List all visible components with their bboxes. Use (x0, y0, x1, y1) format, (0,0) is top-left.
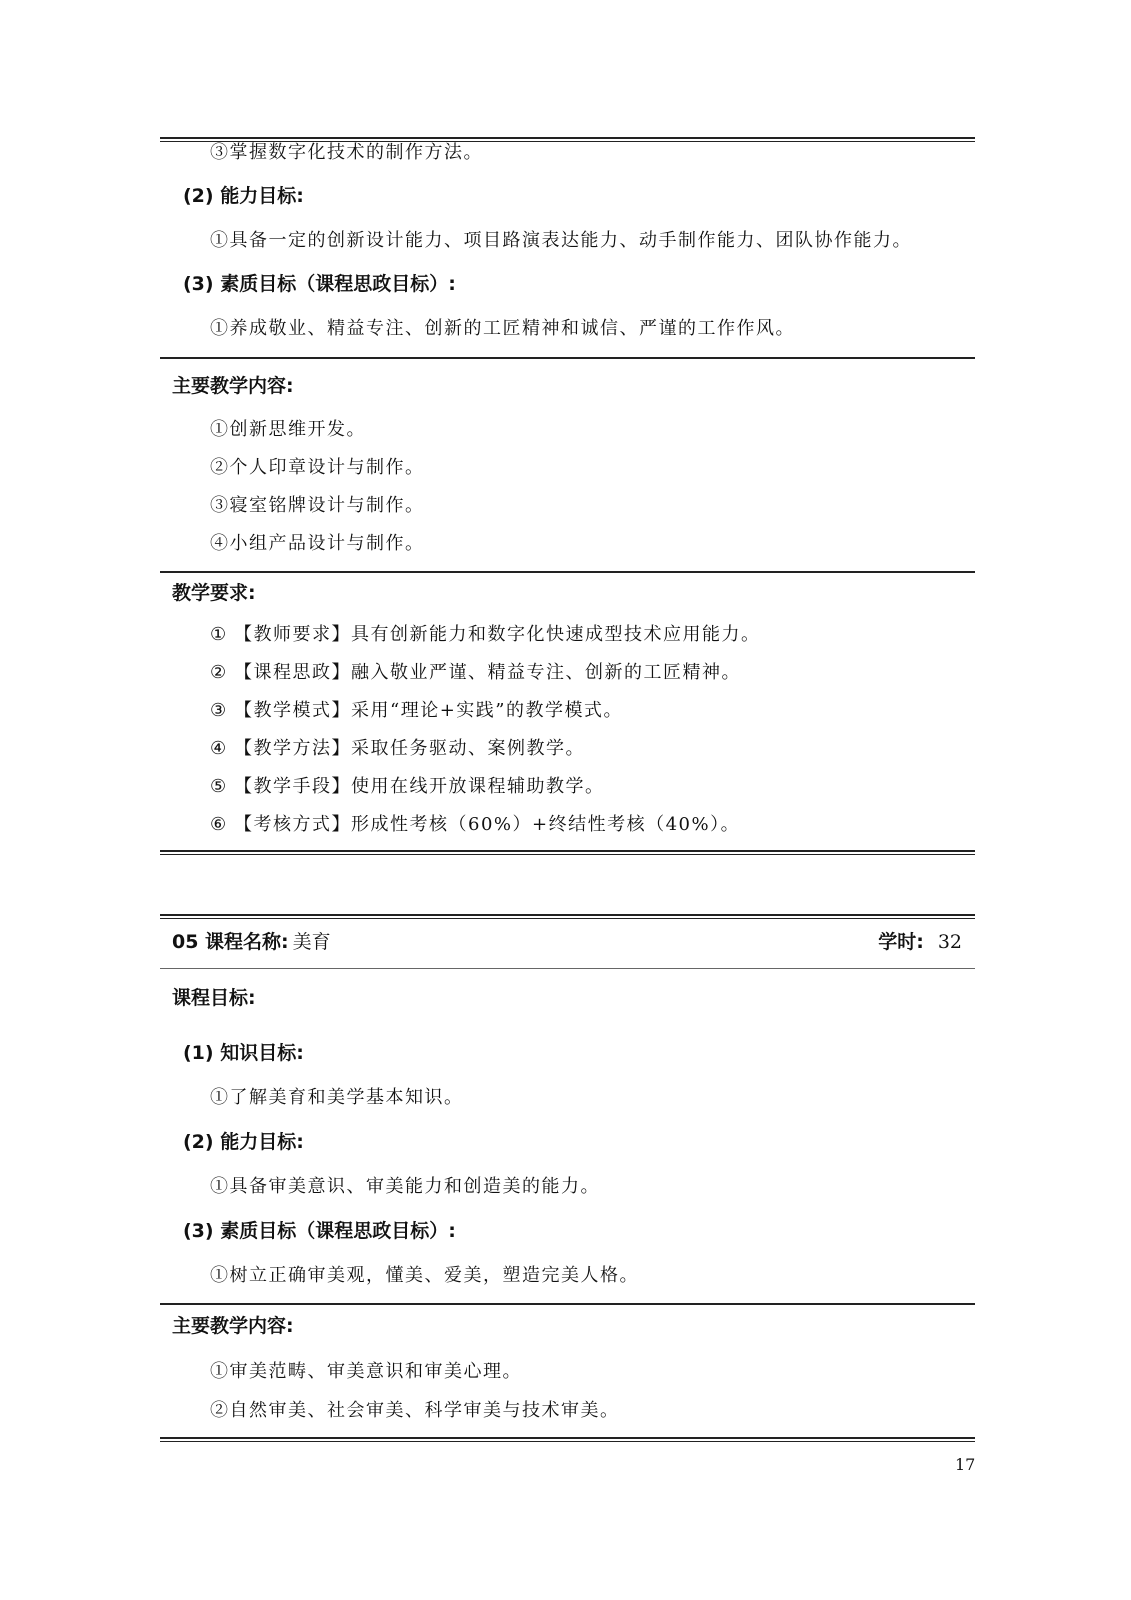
requirement-index: ⑤ (210, 776, 228, 797)
knowledge-heading-2: (1) 知识目标: (183, 1042, 304, 1064)
section2-end-double-rule (160, 1437, 975, 1442)
course-label: 05 课程名称: (172, 931, 289, 953)
section1-end-double-rule (160, 850, 975, 855)
course-name: 美育 (292, 931, 331, 953)
content-item: ①审美范畴、审美意识和审美心理。 (210, 1361, 522, 1382)
requirement-index: ⑥ (210, 814, 228, 835)
content-heading-1: 主要教学内容: (172, 375, 294, 397)
ability-heading-1: (2) 能力目标: (183, 185, 304, 207)
content-item: ②自然审美、社会审美、科学审美与技术审美。 (210, 1400, 620, 1421)
hours-value: 32 (937, 931, 962, 953)
requirement-index: ③ (210, 700, 228, 721)
course-header-divider (160, 968, 975, 969)
requirement-index: ② (210, 662, 228, 683)
divider-requirements (160, 571, 975, 573)
requirement-tag: 【教师要求】 (234, 624, 351, 645)
quality-item-1: ①养成敬业、精益专注、创新的工匠精神和诚信、严谨的工作作风。 (210, 318, 795, 339)
hours-label: 学时: (878, 931, 924, 953)
divider-content-1 (160, 357, 975, 359)
requirement-row (210, 660, 741, 686)
requirement-index: ④ (210, 738, 228, 759)
divider-content-2 (160, 1303, 975, 1305)
requirement-text: 形成性考核（60%）+终结性考核（40%）。 (351, 814, 741, 835)
content-item: ④小组产品设计与制作。 (210, 533, 425, 554)
requirement-text: 使用在线开放课程辅助教学。 (351, 776, 605, 797)
requirement-index: ① (210, 624, 228, 645)
requirement-text: 具有创新能力和数字化快速成型技术应用能力。 (351, 624, 761, 645)
requirement-tag: 【课程思政】 (234, 662, 351, 683)
requirement-row (210, 774, 605, 800)
ability-item-1: ①具备一定的创新设计能力、项目路演表达能力、动手制作能力、团队协作能力。 (210, 230, 912, 251)
knowledge-item-2: ①了解美育和美学基本知识。 (210, 1087, 464, 1108)
requirement-tag: 【教学模式】 (234, 700, 351, 721)
section2-top-double-rule (160, 914, 975, 919)
requirement-text: 融入敬业严谨、精益专注、创新的工匠精神。 (351, 662, 741, 683)
page-number: 17 (955, 1455, 976, 1474)
requirement-text: 采取任务驱动、案例教学。 (351, 738, 585, 759)
ability-heading-2: (2) 能力目标: (183, 1131, 304, 1153)
course-title (172, 928, 331, 956)
requirement-text: 采用“理论+实践”的教学模式。 (351, 700, 623, 721)
requirements-heading: 教学要求: (172, 582, 256, 604)
requirement-row (210, 812, 740, 838)
requirement-row (210, 736, 585, 762)
quality-heading-1: (3) 素质目标（课程思政目标）: (183, 273, 456, 295)
course-hours (878, 928, 962, 956)
requirement-tag: 【教学手段】 (234, 776, 351, 797)
course-header (172, 928, 962, 958)
goals-heading: 课程目标: (172, 987, 256, 1009)
requirement-row (210, 698, 623, 724)
requirement-tag: 【教学方法】 (234, 738, 351, 759)
content-item: ②个人印章设计与制作。 (210, 457, 425, 478)
content-heading-2: 主要教学内容: (172, 1315, 294, 1337)
quality-item-2: ①树立正确审美观，懂美、爱美，塑造完美人格。 (210, 1265, 639, 1286)
requirement-row (210, 622, 761, 648)
quality-heading-2: (3) 素质目标（课程思政目标）: (183, 1220, 456, 1242)
content-item: ①创新思维开发。 (210, 419, 366, 440)
requirement-tag: 【考核方式】 (234, 814, 351, 835)
knowledge-item-3: ③掌握数字化技术的制作方法。 (210, 142, 483, 163)
content-item: ③寝室铭牌设计与制作。 (210, 495, 425, 516)
ability-item-2: ①具备审美意识、审美能力和创造美的能力。 (210, 1176, 600, 1197)
